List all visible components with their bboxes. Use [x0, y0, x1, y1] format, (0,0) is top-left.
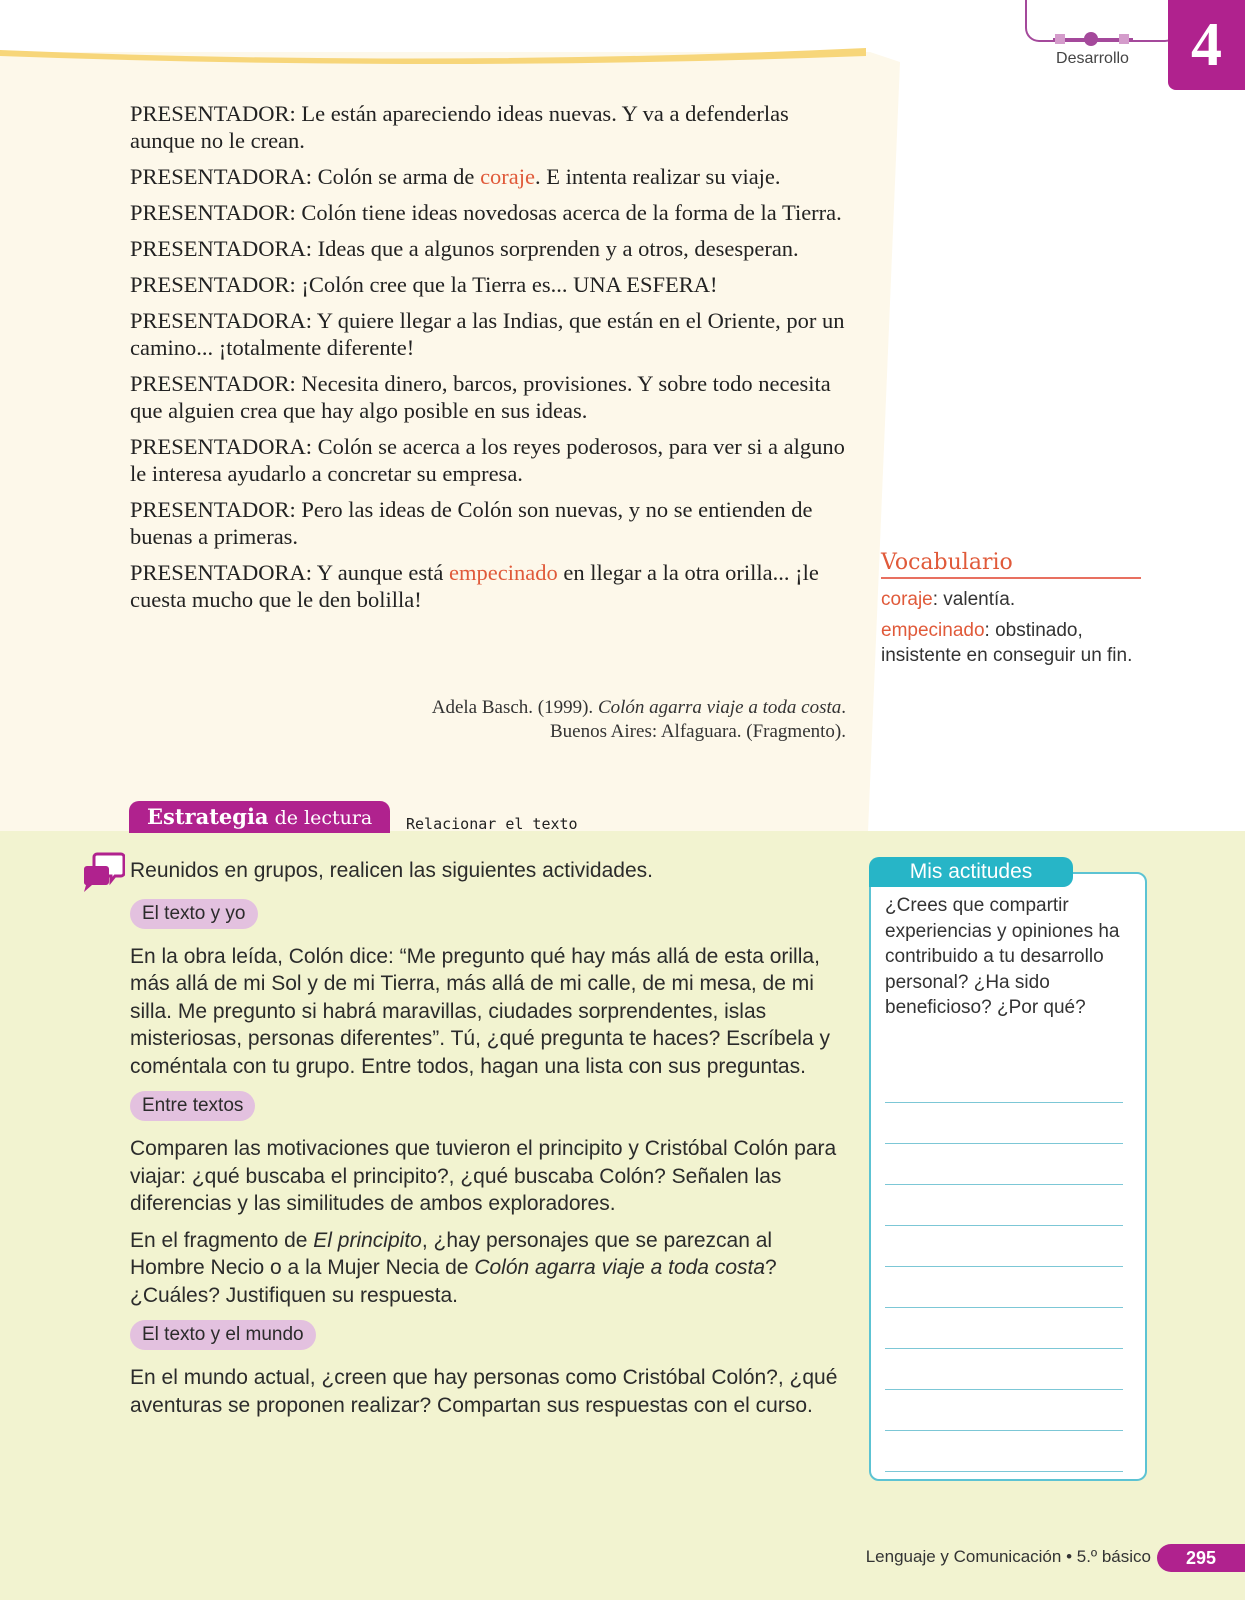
- vocabulary-box: [881, 550, 1141, 674]
- citation: [380, 696, 846, 744]
- activity-text: [130, 1227, 845, 1310]
- vocabulary-entry: [881, 587, 1141, 612]
- vocabulary-title: Vocabulario: [881, 550, 1141, 579]
- activities: [130, 857, 845, 1428]
- section-pill-texto-y-mundo: El texto y el mundo: [130, 1320, 316, 1350]
- line-text: en llegar a la otra orilla... ¡le cuesta mucho que le den bolilla!: [130, 560, 819, 612]
- answer-line[interactable]: [885, 1103, 1123, 1144]
- speaker: PRESENTADORA:: [130, 308, 312, 333]
- line-text: Necesita dinero, barcos, provisiones. Y sobre todo necesita que alguien crea que hay algo posible en sus ideas.: [130, 371, 831, 423]
- answer-line[interactable]: [885, 1308, 1123, 1349]
- activities-intro: Reunidos en grupos, realicen las siguientes actividades.: [130, 859, 653, 882]
- dialogue-line: [130, 235, 850, 262]
- activity-text: En la obra leída, Colón dice: “Me pregunto qué hay más allá de esta orilla, más allá de mi Sol y de mi Tierra, más allá de mi calle, de mi mesa, de mi silla. Me pregunto si habrá maravillas, ciudades sorprendentes, islas misteriosas, personas diferentes”. Tú, ¿qué pregunta te haces? Escríbela y coméntala con tu grupo. Entre todos, hagan una lista con sus preguntas.: [130, 944, 830, 1078]
- strategy-subtitle: Relacionar el texto: [406, 815, 578, 833]
- dialogue-line: [130, 433, 850, 487]
- dialogue-line: [130, 370, 850, 424]
- book-title: Colón agarra viaje a toda costa: [474, 1256, 766, 1279]
- line-text: Colón se acerca a los reyes poderosos, para ver si a alguno le interesa ayudarlo a concretar su empresa.: [130, 434, 845, 486]
- strategy-label-rest: de lectura: [268, 807, 373, 829]
- vocab-term-highlight: empecinado: [449, 560, 558, 585]
- citation-end: .: [841, 697, 846, 718]
- paper-top-edge: [0, 46, 870, 70]
- line-text: ¡Colón cree que la Tierra es... UNA ESFERA!: [295, 272, 718, 297]
- vocabulary-term: empecinado: [881, 620, 985, 641]
- attitudes-question: ¿Crees que compartir experiencias y opiniones ha contribuido a tu desarrollo personal? ¿Ha sido beneficioso? ¿Por qué?: [885, 895, 1120, 1018]
- speaker: PRESENTADOR:: [130, 101, 296, 126]
- book-title: El principito: [313, 1228, 422, 1252]
- activity-text-part: ? ¿Cuáles? Justifiquen su respuesta.: [130, 1256, 777, 1307]
- vocabulary-entry: [881, 618, 1141, 668]
- section-pill-entre-textos: Entre textos: [130, 1091, 255, 1121]
- citation-publisher: Buenos Aires: Alfaguara. (Fragmento).: [549, 721, 846, 742]
- page-number: 295: [1157, 1544, 1245, 1572]
- dialogue-line: [130, 496, 850, 550]
- line-text: Ideas que a algunos sorprenden y a otros, desesperan.: [311, 236, 799, 261]
- speaker: PRESENTADORA:: [130, 560, 312, 585]
- line-text: Colón tiene ideas novedosas acerca de la forma de la Tierra.: [295, 200, 842, 225]
- citation-title: Colón agarra viaje a toda costa: [597, 697, 842, 718]
- answer-line[interactable]: [885, 1267, 1123, 1308]
- dialogue-line: [130, 307, 850, 361]
- vocabulary-definition: : obstinado, insistente en conseguir un fin.: [881, 620, 1133, 666]
- line-text: Le están apareciendo ideas nuevas. Y va a defenderlas aunque no le crean.: [130, 101, 789, 153]
- progress-dots-icon: [1053, 31, 1133, 47]
- attitudes-title: Mis actitudes: [869, 857, 1073, 887]
- vocabulary-definition: : valentía.: [932, 589, 1016, 610]
- vocab-term-highlight: coraje: [480, 164, 536, 189]
- line-text: Y aunque está: [311, 560, 450, 585]
- activity-text-part: , ¿hay personajes que se parezcan al Hombre Necio o a la Mujer Necia de: [130, 1228, 773, 1279]
- speaker: PRESENTADORA:: [130, 434, 312, 459]
- line-text: Y quiere llegar a las Indias, que están en el Oriente, por un camino... ¡totalmente diferente!: [130, 308, 845, 360]
- dialogue-line: [130, 163, 850, 190]
- dialogue-line: [130, 199, 850, 226]
- answer-line[interactable]: [885, 1185, 1123, 1226]
- vocabulary-term: coraje: [881, 589, 933, 610]
- answer-line[interactable]: [885, 1144, 1123, 1185]
- section-label: Desarrollo: [1056, 50, 1129, 67]
- speaker: PRESENTADOR:: [130, 272, 296, 297]
- answer-line[interactable]: [885, 1062, 1123, 1103]
- answer-lines[interactable]: [885, 1062, 1123, 1472]
- dialogue-text: [130, 100, 850, 622]
- strategy-label: [129, 801, 390, 833]
- citation-author: Adela Basch. (1999).: [431, 697, 598, 718]
- footer-subject: Lenguaje y Comunicación • 5.º básico: [865, 1547, 1151, 1566]
- dialogue-line: [130, 271, 850, 298]
- speaker: PRESENTADOR:: [130, 497, 296, 522]
- speaker: PRESENTADORA:: [130, 164, 312, 189]
- section-pill-texto-y-yo: El texto y yo: [130, 899, 258, 929]
- answer-line[interactable]: [885, 1390, 1123, 1431]
- activity-text: En el mundo actual, ¿creen que hay personas como Cristóbal Colón?, ¿qué aventuras se proponen realizar? Compartan sus respuestas con el curso.: [130, 1366, 838, 1417]
- answer-line[interactable]: [885, 1431, 1123, 1472]
- activity-text-part: En el fragmento de: [130, 1228, 314, 1252]
- answer-line[interactable]: [885, 1226, 1123, 1267]
- activity-text: Comparen las motivaciones que tuvieron el principito y Cristóbal Colón para viajar: ¿qué buscaba el principito?, ¿qué buscaba Colón? Señalen las diferencias y las similitudes de ambos exploradores.: [130, 1137, 837, 1215]
- line-text: . E intenta realizar su viaje.: [535, 164, 781, 189]
- strategy-label-bold: Estrategia: [147, 804, 269, 829]
- speaker: PRESENTADOR:: [130, 200, 296, 225]
- dialogue-line: [130, 100, 850, 154]
- group-chat-icon: [81, 852, 125, 894]
- answer-line[interactable]: [885, 1349, 1123, 1390]
- unit-number: 4: [1168, 0, 1245, 90]
- line-text: Pero las ideas de Colón son nuevas, y no se entienden de buenas a primeras.: [130, 497, 813, 549]
- line-text: Colón se arma de: [311, 164, 481, 189]
- speaker: PRESENTADORA:: [130, 236, 312, 261]
- dialogue-line: [130, 559, 850, 613]
- speaker: PRESENTADOR:: [130, 371, 296, 396]
